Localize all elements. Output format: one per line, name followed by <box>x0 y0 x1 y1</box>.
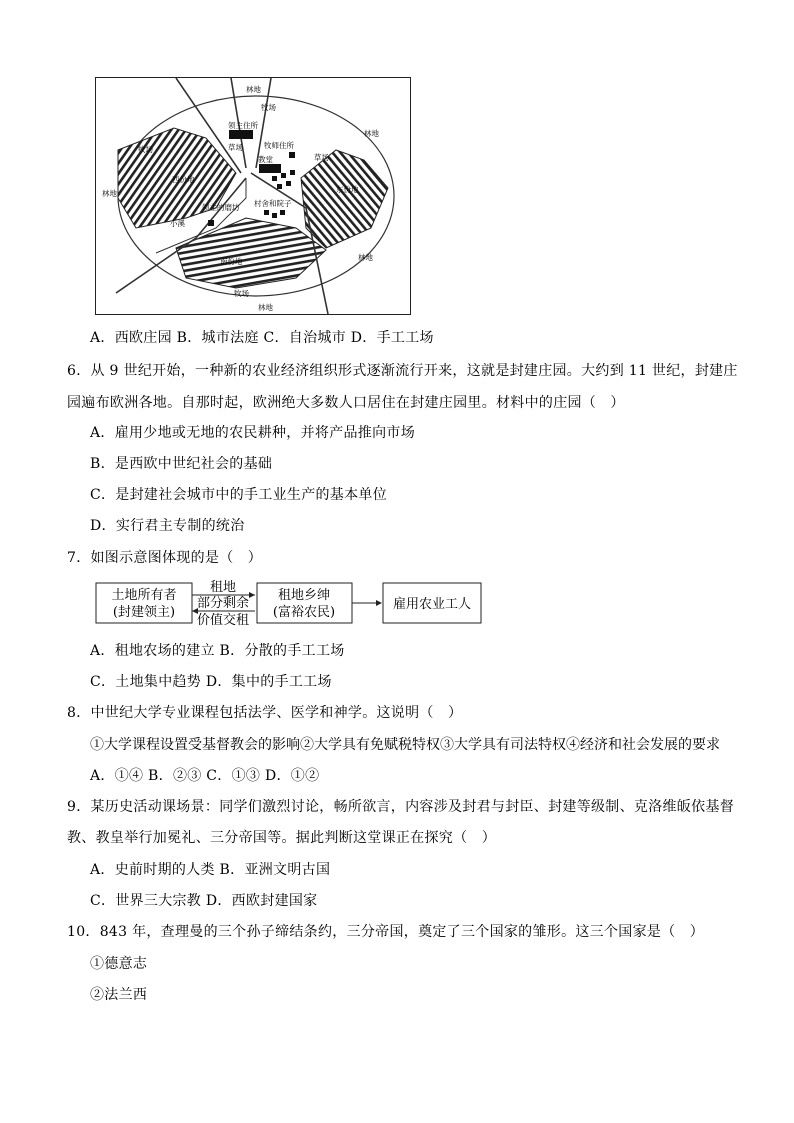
map-label: 教堂 <box>258 155 273 164</box>
arrow-label-surplus: 部分剩余 <box>196 596 250 611</box>
map-label: 草场 <box>314 153 329 162</box>
map-label: 草场 <box>228 143 243 152</box>
map-label: 林地 <box>258 303 273 312</box>
priest-house-block <box>289 152 295 158</box>
q9-stem-line2: 教、教皇举行加冕礼、三分帝国等。据此判断这堂课正在探究（ ） <box>67 830 496 846</box>
q9-options-cd: C．世界三大宗教 D．西欧封建国家 <box>90 893 318 909</box>
q8-stem: 8．中世纪大学专业课程包括法学、医学和神学。这说明（ ） <box>67 705 463 721</box>
q7-stem: 7．如图示意图体现的是（ ） <box>67 550 263 566</box>
manor-map-drawing <box>96 78 410 314</box>
church-block <box>259 164 281 173</box>
q10-item1: ①德意志 <box>90 956 148 972</box>
map-label: 林地 <box>102 189 117 198</box>
map-label: 林地 <box>364 129 379 138</box>
village-cottages <box>264 170 295 218</box>
lease-arrowhead <box>249 592 255 598</box>
map-label: 林地 <box>246 85 261 94</box>
map-label: 领主的磨坊 <box>202 203 240 212</box>
q7-options-ab: A．租地农场的建立 B．分散的手工工场 <box>90 643 345 659</box>
q9-stem-line1: 9．某历史活动课场景：同学们激烈讨论，畅所欲言，内容涉及封君与封臣、封建等级制、克洛维皈依基督 <box>67 799 735 815</box>
q10-item2: ②法兰西 <box>90 987 148 1003</box>
hire-arrowhead <box>376 600 382 606</box>
q6-option-b: B．是西欧中世纪社会的基础 <box>90 456 273 472</box>
map-label: 南份地 <box>220 257 243 266</box>
map-label: 牧场 <box>138 145 153 154</box>
q6-option-a: A．雇用少地或无地的农民耕种，并将产品推向市场 <box>90 425 416 441</box>
map-label: 领主住所 <box>228 121 258 130</box>
gentry-line2: (富裕农民) <box>272 605 336 620</box>
q7-options-cd: C．土地集中趋势 D．集中的手工工场 <box>90 674 332 690</box>
arrow-label-rent: 价值交租 <box>196 613 250 628</box>
q6-stem-line1: 6．从 9 世纪开始，一种新的农业经济组织形式逐渐流行开来，这就是封建庄园。大约到 11 世纪，封建庄 <box>67 363 738 379</box>
map-label: 小溪 <box>170 219 185 228</box>
q8-items: ①大学课程设置受基督教会的影响②大学具有免赋税特权③大学具有司法特权④经济和社会发展的要求 <box>90 737 720 753</box>
map-label: 牧场 <box>261 103 276 112</box>
q8-options: A．①④ B．②③ C．①③ D．①② <box>90 768 320 784</box>
arrow-label-lease: 租地 <box>209 580 237 595</box>
map-label: 东份地 <box>336 185 359 194</box>
lord-house-block <box>229 130 253 139</box>
q7-flow-diagram <box>95 580 485 628</box>
map-label: 西份地 <box>172 175 195 184</box>
landowner-line2: (封建领主) <box>112 605 176 620</box>
q6-option-c: C．是封建社会城市中的手工业生产的基本单位 <box>90 487 388 503</box>
south-field-area <box>176 218 326 288</box>
q6-stem-line2: 园遍布欧洲各地。自那时起，欧洲绝大多数人口居住在封建庄园里。材料中的庄园（ ） <box>67 395 625 411</box>
map-label: 村舍和院子 <box>254 199 292 208</box>
q6-option-d: D．实行君主专制的统治 <box>90 518 245 534</box>
q10-stem: 10．843 年，查理曼的三个孙子缔结条约，三分帝国，奠定了三个国家的雏形。这三个国家是（ ） <box>67 924 705 940</box>
manor-map-figure <box>95 77 411 315</box>
map-label: 林地 <box>358 253 373 262</box>
q5-options: A．西欧庄园 B．城市法庭 C．自治城市 D．手工工场 <box>90 330 434 346</box>
map-label: 牧场 <box>234 289 249 298</box>
east-field-area <box>301 150 388 248</box>
mill-block <box>208 220 214 226</box>
landowner-line1: 土地所有者 <box>111 588 177 603</box>
workers-label: 雇用农业工人 <box>392 597 472 612</box>
map-label: 牧师住所 <box>264 141 294 150</box>
gentry-line1: 租地乡绅 <box>277 588 331 603</box>
q9-options-ab: A．史前时期的人类 B．亚洲文明古国 <box>90 862 331 878</box>
